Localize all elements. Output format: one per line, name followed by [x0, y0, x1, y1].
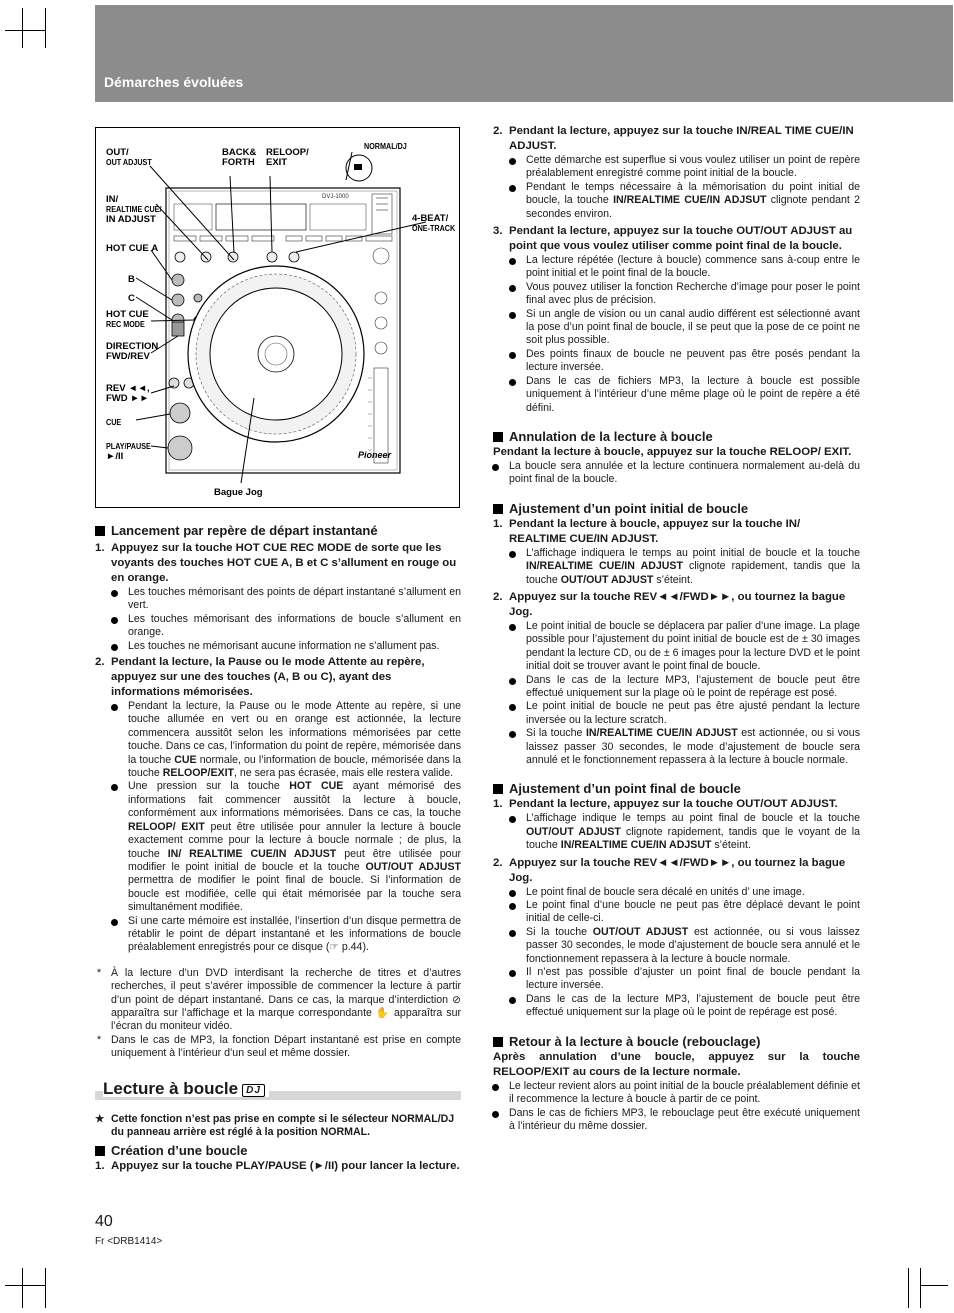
bullet: Dans le cas de fichiers MP3, la lecture à boucle est possible uniquement à l’intérieur d’une même plage où le point de repère a été défini. [526, 374, 860, 414]
model-label: DVJ-1000 [322, 194, 349, 200]
page-code: Fr <DRB1414> [95, 1236, 163, 1247]
section-title: Démarches évoluées [104, 74, 244, 90]
crop-mark [45, 1268, 46, 1308]
heading-create-loop: Création d’une boucle [95, 1143, 461, 1159]
heading-adjust-out: Ajustement d’un point final de boucle [493, 781, 860, 797]
display-panel [216, 204, 306, 230]
label-in: IN/ REALTIME CUE/ IN ADJUST [106, 194, 162, 225]
bullet: Le point final de boucle sera décalé en unités d’ une image. [526, 886, 860, 899]
bullet: Le point final d’une boucle ne peut pas être déplacé devant le point initial de celle-ci. [526, 899, 860, 925]
bullet: La lecture répétée (lecture à boucle) commence sans à-coup entre le point initial et le point final de la boucle. [526, 254, 860, 280]
bullet: Cette démarche est superflue si vous voulez utiliser un point de repère préalablement enregistré comme point initial de la boucle. [526, 154, 860, 180]
device-figure [95, 127, 460, 508]
label-4-beat: 4-BEAT/ ONE-TRACK [412, 213, 456, 233]
label-jog: Bague Jog [214, 487, 263, 498]
bullet: Si une carte mémoire est installée, l’insertion d’un disque permettra de rétablir le point de départ instantané et les informations de boucle préalablement enregistrés pour ce disque (☞ p.44). [128, 914, 461, 954]
bullet: Il n’est pas possible d’ajuster un point final de boucle pendant la lecture inversée. [526, 966, 860, 992]
label-play-pause: PLAY/PAUSE ►/II [106, 442, 151, 462]
label-normal-dj: NORMAL/DJ [364, 142, 407, 151]
lead-cancel-loop: Pendant la lecture à boucle, appuyez sur la touche RELOOP/ EXIT. [493, 445, 852, 458]
footnote-1: * À la lecture d’un DVD interdisant la recherche de titres et d’autres recherches, il peut s’avérer impossible de commencer la lecture à partir d’un point de départ instantané. Dans ce cas, la marque d’interdiction ⊘ apparaîtra sur l’affichage et la marque correspondante ✋ apparaîtra sur l’écran du moniteur vidéo. [97, 966, 461, 1033]
label-out: OUT/ OUT ADJUST [106, 147, 152, 167]
crop-mark [920, 1285, 948, 1286]
bullet: Le point initial de boucle se déplacera par palier d’une image. La plage possible pour l’ajustement du point initial de boucle est de ± 30 images pendant la lecture CD, ou de ± 6 images pour la lecture DVD et le point initial doit se trouver avant le point final de boucle. [526, 619, 860, 673]
crop-mark [45, 8, 46, 48]
footnote-2: * Dans le cas de MP3, la fonction Départ instantané est prise en compte uniquement à l’intérieur d’un seul et même dossier. [97, 1033, 461, 1060]
label-b: B [128, 274, 135, 285]
label-back-forth: BACK& FORTH [222, 147, 257, 168]
bullet: Des points finaux de boucle ne peuvent pas être posés pendant la lecture inversée. [526, 347, 860, 374]
direction-switch [172, 322, 184, 336]
bullet: Si un angle de vision ou un canal audio différent est sélectionné avant la pose d’un point final de boucle, il se peut que la pose de ce point ne soit plus possible. [526, 307, 860, 347]
bullet: Si la touche IN/REALTIME CUE/IN ADJUST est actionnée, ou si vous laissez passer 30 secondes, le mode d’ajustement de boucle sera annulé et le fonctionnement repassera à la lecture à boucle normale. [526, 727, 860, 766]
bullet: La boucle sera annulée et la lecture continuera normalement au-delà du point final de la boucle. [509, 459, 860, 486]
bullet: Si la touche OUT/OUT ADJUST est actionnée, ou si vous laissez passer 30 secondes, le mode d’ajustement de boucle sera annulé et le fonctionnement repassera à la lecture à boucle normale. [526, 925, 860, 965]
step-2: 2. Pendant la lecture, appuyez sur la touche IN/REAL TIME CUE/IN ADJUST. [493, 125, 854, 152]
crop-mark [920, 1268, 921, 1308]
right-column [493, 124, 860, 1133]
heading-instant-cue: Lancement par repère de départ instantané [95, 523, 461, 539]
bullet: Dans le cas de la lecture MP3, l’ajustement de boucle peut être effectué uniquement sur la plage où le point de repérage est posé. [526, 673, 860, 699]
heading-cancel-loop: Annulation de la lecture à boucle [493, 429, 860, 445]
step-1: 1. Appuyez sur la touche PLAY/PAUSE (►/II) pour lancer la lecture. [95, 1160, 460, 1173]
label-c: C [128, 293, 135, 304]
step-2: 2. Appuyez sur la touche REV◄◄/FWD►►, ou tournez la bague Jog. [493, 856, 846, 884]
lead-reloop: Après annulation d’une boucle, appuyez sur la touche RELOOP/EXIT au cours de la lecture normale. [493, 1050, 860, 1078]
bullet: Dans le cas de fichiers MP3, le rebouclage peut être exécuté uniquement à l’intérieur du même dossier. [509, 1106, 860, 1132]
heading-adjust-in: Ajustement d’un point initial de boucle [493, 501, 860, 517]
bullet: Une pression sur la touche HOT CUE ayant mémorisé des informations fait commencer aussitôt la lecture à boucle, conformément aux informations mémorisées. Dans ce cas, la touche RELOOP/ EXIT peut être utilisée pour annuler la lecture à boucle exactement comme pour la lecture à boucle normale ; de plus, la touche IN/ REALTIME CUE/IN ADJUST peut être utilisée pour modifier le point initial de boucle et la touche OUT/OUT ADJUST permettra de modifier le point final de boucle. Si l’information de boucle est modifiée, celle qui était mémorisée par la touche sera simultanément modifiée. [128, 780, 461, 914]
bullet: L’affichage indique le temps au point final de boucle et la touche OUT/OUT ADJUST clignote rapidement, tandis que le voyant de la touche IN/REALTIME CUE/IN ADJSUT s’éteint. [526, 812, 860, 852]
step-1: 1. Appuyez sur la touche HOT CUE REC MODE de sorte que les voyants des touches HOT CUE A, B et C s’allument en rouge ou en orange. [95, 542, 457, 584]
bullet: Les touches mémorisant des points de départ instantané s’allument en vert. [128, 586, 461, 612]
step-1: 1. Pendant la lecture, appuyez sur la touche OUT/OUT ADJUST. [493, 798, 838, 811]
cue-button [170, 403, 190, 423]
loop-title: Lecture à boucle DJ [95, 1083, 461, 1105]
crop-mark [908, 1268, 909, 1308]
bullet: L’affichage indiquera le temps au point initial de boucle et la touche IN/REALTIME CUE/IN ADJUST clignote rapidement, tandis que la touche OUT/OUT ADJUST s’éteint. [526, 546, 860, 586]
crop-mark [22, 1268, 23, 1308]
crop-mark [5, 1285, 45, 1286]
label-hot-cue: HOT CUE A [106, 243, 159, 254]
brand-logo: Pioneer [358, 450, 392, 460]
step-1: 1. Pendant la lecture à boucle, appuyez sur la touche IN/ REALTIME CUE/IN ADJUST. [493, 517, 801, 545]
bullet: Dans le cas de la lecture MP3, l’ajustement de boucle peut être effectué uniquement sur la plage où le point de repérage est posé. [526, 992, 860, 1019]
bullet: Pendant la lecture, la Pause ou le mode Attente au repère, si une touche allumée en vert ou en orange est actionnée, la lecture commencera aussitôt selon les informations mémorisées par cette touche. Dans ce cas, l’information du point de repère, mémorisée dans la touche CUE normale, ou l’information de boucle, mémorisée dans la touche RELOOP/EXIT, ne sera pas écrasée, mais elle restera valide. [128, 700, 461, 780]
step-2: 2. Appuyez sur la touche REV◄◄/FWD►►, ou tournez la bague Jog. [493, 590, 846, 618]
step-2: 2. Pendant la lecture, la Pause ou le mode Attente au repère, appuyez sur une des touches (A, B ou C), ayant des informations mémorisées. [95, 656, 425, 699]
bullet: Les touches mémorisant des informations de boucle s’allument en orange. [128, 612, 461, 639]
label-reloop: RELOOP/ EXIT [266, 147, 309, 168]
label-direction: DIRECTION FWD/REV [106, 341, 159, 362]
label-rev-fwd: REV ◄◄, FWD ►► [106, 383, 150, 404]
label-hot-cue-rec: HOT CUE REC MODE [106, 309, 149, 329]
step-3: 3. Pendant la lecture, appuyez sur la touche OUT/OUT ADJUST au point que vous voulez utiliser comme point final de la boucle. [493, 225, 853, 253]
play-pause-button [168, 436, 192, 460]
bullet: Pendant le temps nécessaire à la mémorisation du point initial de boucle, la touche IN/REALTIME CUE/IN ADJSUT clignote pendant 2 secondes environ. [526, 180, 860, 220]
crop-mark [5, 30, 45, 31]
dj-badge: DJ [242, 1084, 265, 1097]
bullet: Le lecteur revient alors au point initial de la boucle préalablement définie et il recommence la lecture à boucle à partir de ce point. [509, 1079, 860, 1106]
label-cue: CUE [106, 418, 122, 427]
bullet: Vous pouvez utiliser la fonction Recherche d’image pour poser le point final avec plus de précision. [526, 280, 860, 307]
bullet: Le point initial de boucle ne peut pas être ajusté pendant la lecture inversée ou la lecture scratch. [526, 700, 860, 726]
heading-reloop: Retour à la lecture à boucle (rebouclage) [493, 1034, 860, 1050]
bullet: Les touches ne mémorisant aucune information ne s’allument pas. [128, 640, 461, 653]
star-note: ★ Cette fonction n’est pas prise en compte si le sélecteur NORMAL/DJ du panneau arrière est réglé à la position NORMAL. [95, 1112, 455, 1138]
page-number: 40 [95, 1213, 113, 1230]
left-column [95, 523, 461, 1174]
crop-mark [22, 8, 23, 48]
